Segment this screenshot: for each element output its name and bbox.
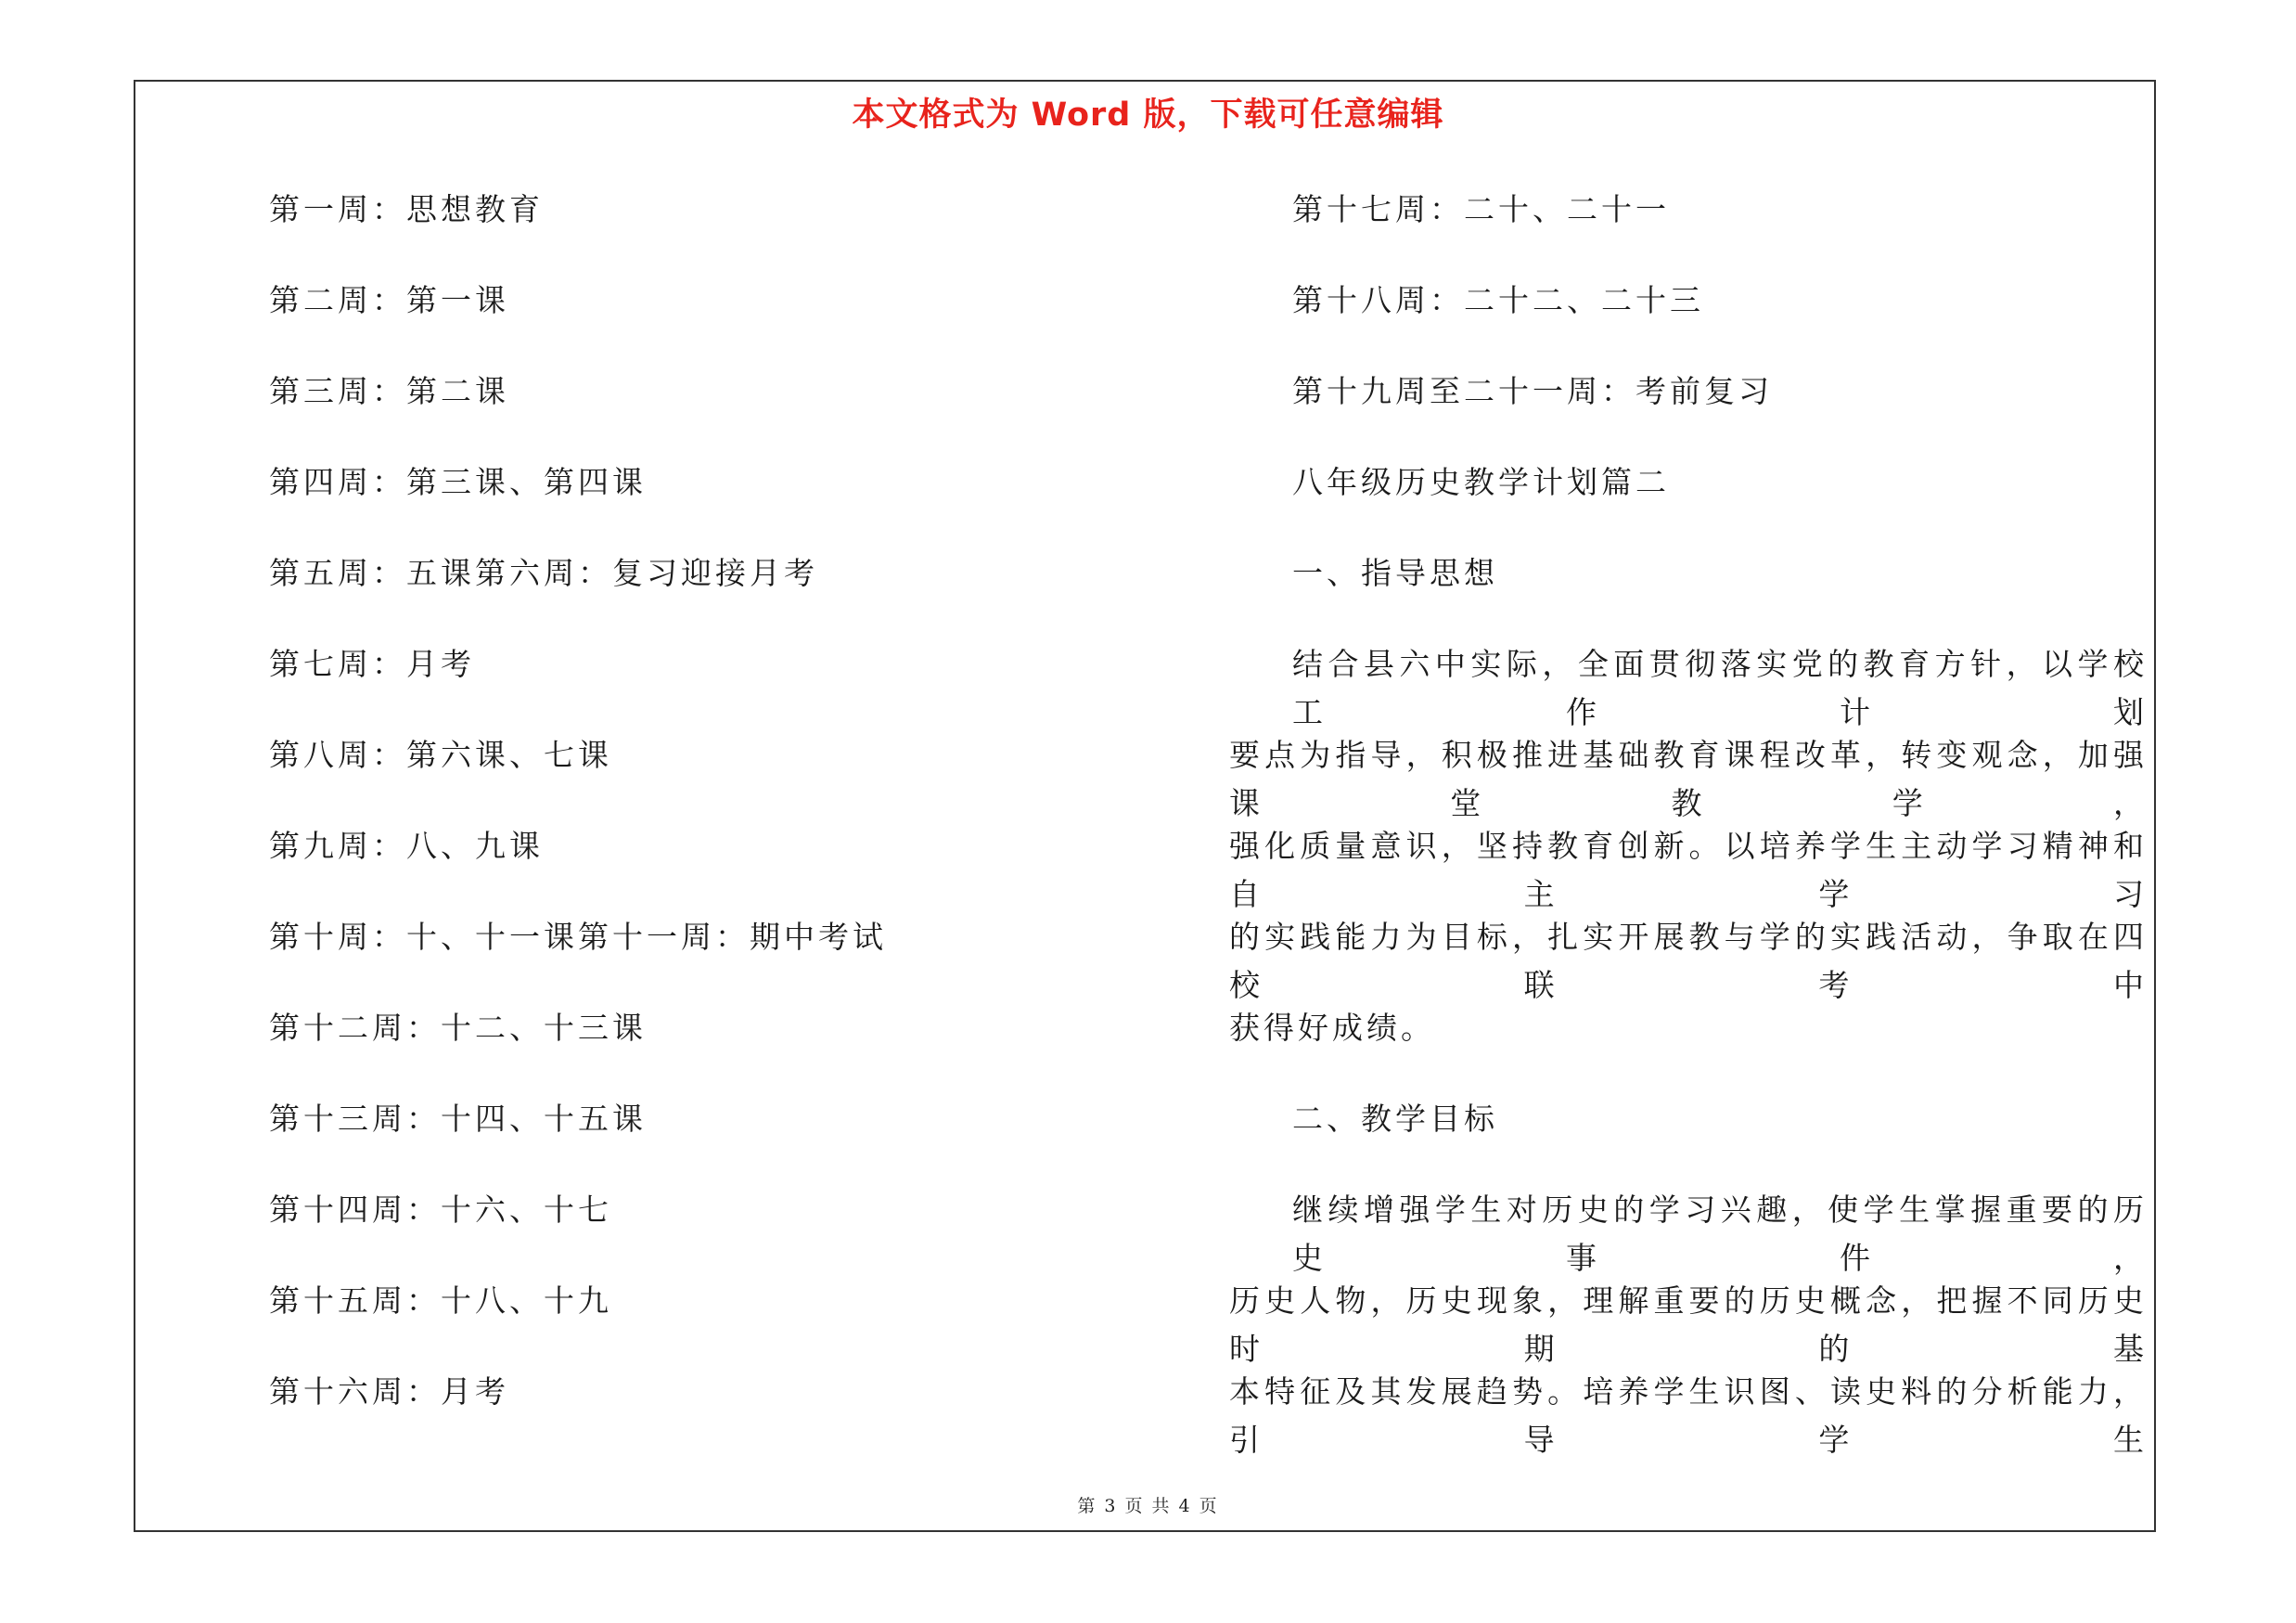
paragraph-line: 本特征及其发展趋势。培养学生识图、读史料的分析能力，引导学生 (1229, 1373, 2148, 1458)
left-line: 第十二周：十二、十三课 (269, 1010, 647, 1046)
paragraph-line: 历史人物，历史现象，理解重要的历史概念，把握不同历史时期的基 (1229, 1282, 2148, 1367)
right-line: 第十九周至二十一周：考前复习 (1292, 373, 1773, 409)
document-banner: 本文格式为 Word 版，下载可任意编辑 (852, 97, 1444, 134)
left-column (269, 186, 1197, 1459)
section-heading: 一、指导思想 (1292, 555, 1498, 591)
left-line: 第一周：思想教育 (269, 191, 544, 227)
section-title: 八年级历史教学计划篇二 (1292, 464, 1670, 500)
left-line: 第十四周：十六、十七 (269, 1191, 612, 1228)
paragraph-line: 继续增强学生对历史的学习兴趣，使学生掌握重要的历史事件， (1292, 1191, 2148, 1276)
left-line: 第十五周：十八、十九 (269, 1282, 612, 1319)
section-heading: 二、教学目标 (1292, 1101, 1498, 1137)
page-number-footer: 第 3 页 共 4 页 (1077, 1496, 1219, 1516)
left-line: 第七周：月考 (269, 646, 475, 682)
right-line: 第十七周：二十、二十一 (1292, 191, 1670, 227)
paragraph-line: 的实践能力为目标，扎实开展教与学的实践活动，争取在四校联考中 (1229, 919, 2148, 1003)
left-line: 第十三周：十四、十五课 (269, 1101, 647, 1137)
right-line: 第十八周：二十二、二十三 (1292, 282, 1704, 318)
left-line: 第十周：十、十一课第十一周：期中考试 (269, 919, 887, 955)
paragraph-line: 结合县六中实际，全面贯彻落实党的教育方针，以学校工作计划 (1292, 646, 2148, 730)
paragraph-line: 获得好成绩。 (1229, 1010, 1435, 1046)
paragraph-line: 强化质量意识，坚持教育创新。以培养学生主动学习精神和自主学习 (1229, 828, 2148, 912)
left-line: 第五周：五课第六周：复习迎接月考 (269, 555, 818, 591)
left-line: 第四周：第三课、第四课 (269, 464, 647, 500)
right-column (1229, 186, 2148, 1459)
left-line: 第八周：第六课、七课 (269, 737, 612, 773)
paragraph-line: 要点为指导，积极推进基础教育课程改革，转变观念，加强课堂教学， (1229, 737, 2148, 821)
left-line: 第三周：第二课 (269, 373, 509, 409)
left-line: 第十六周：月考 (269, 1373, 509, 1410)
left-line: 第二周：第一课 (269, 282, 509, 318)
left-line: 第九周：八、九课 (269, 828, 544, 864)
